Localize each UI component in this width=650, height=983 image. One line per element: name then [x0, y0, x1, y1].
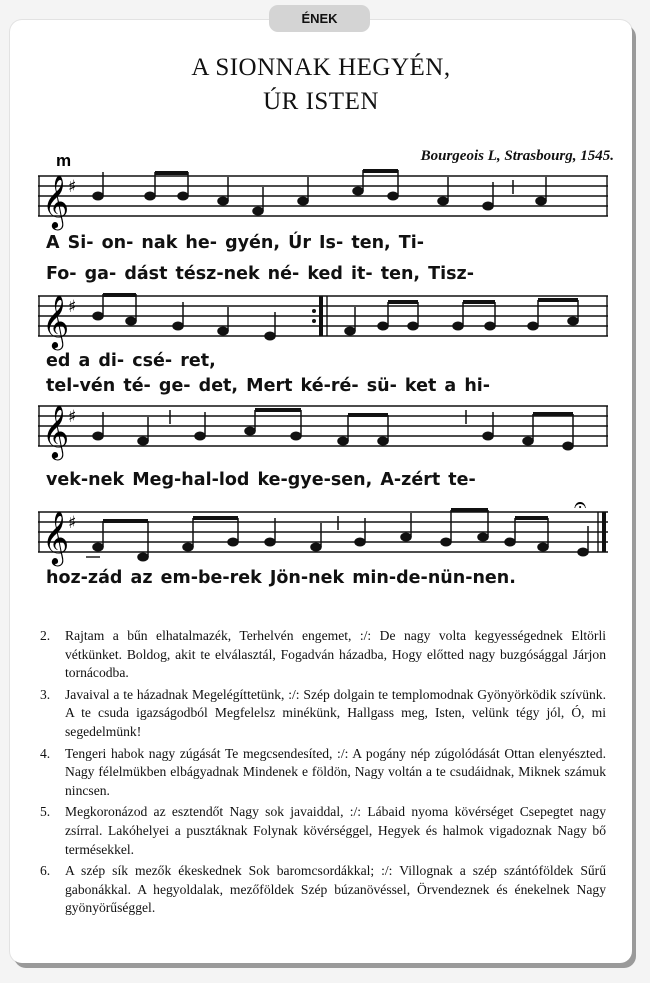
verse-item	[40, 686, 606, 742]
lyric-line-2: Fo- ga- dást tész-nek né- ked it- ten, Tisz-	[46, 264, 474, 284]
lyric-line-3: ed a di- csé- ret,	[46, 351, 216, 371]
verse-text: Javaival a te házadnak Megelégíttetünk, :/: Szép dolgain te templomodnak Gyönyörködik szívünk. A te csuda igazságodból Megfelelsz minékünk, Hallgass meg, Isten, velünk tégy jól, Ó, mi segedelmünk!	[65, 686, 606, 739]
verse-text: Tengeri habok nagy zúgását Te megcsendesíted, :/: A pogány nép zúgolódását Ottan elenyészted. Nagy félelmükben elbágyadnak Mindenek e földön, Nagy voltán a te csudáidnak, Miknek számuk nincsen.	[65, 745, 606, 798]
note-group	[93, 170, 546, 215]
verse-number: 4.	[40, 745, 51, 761]
fermata-icon: 𝄐	[574, 493, 587, 518]
treble-clef-icon: 𝄞	[42, 174, 70, 228]
note-group	[93, 294, 578, 340]
verse-item	[40, 627, 606, 683]
treble-clef-icon: 𝄞	[42, 404, 70, 458]
sharp-icon: ♯	[68, 407, 77, 427]
lyric-line-5: vek-nek Meg-hal-lod ke-gye-sen, A-zért te-	[46, 470, 476, 490]
verse-text: Megkoronázod az esztendőt Nagy sok javaiddal, :/: Lábaid nyoma kövérséget Csepegtet nagy zsírral. Lakóhelyei a pusztáknak Folynak kövérséggel, Hegyek és halmok vigadoznak Nagy bő termésekkel.	[65, 804, 606, 857]
verse-number: 6.	[40, 863, 51, 879]
verse-item	[40, 803, 606, 859]
hymn-title-line-1: A SIONNAK HEGYÉN,	[191, 54, 451, 81]
verse-list	[40, 627, 606, 921]
sharp-icon: ♯	[68, 297, 77, 317]
verse-text: A szép sík mezők ékeskednek Sok baromcsordákkal; :/: Villognak a szép szántóföldek Sűrű gabonákkal. A hegyoldalak, mezőföldek Szép búzanövéssel, Örvendeznek és énekelnek Nagy gyönyörűséggel.	[65, 863, 606, 916]
verse-number: 5.	[40, 804, 51, 820]
verse-item	[40, 745, 606, 801]
composer-credit: Bourgeois L, Strasbourg, 1545.	[420, 148, 614, 164]
treble-clef-icon: 𝄞	[42, 294, 70, 348]
verse-number: 3.	[40, 686, 51, 702]
lyric-line-6: hoz-zád az em-be-rek Jön-nek min-de-nün-nen.	[46, 568, 516, 588]
verse-item	[40, 862, 606, 918]
music-staff-3	[38, 402, 608, 458]
lyric-line-4: tel-vén té- ge- det, Mert ké-ré- sü- ket a hi-	[46, 376, 491, 396]
staff-mark: m	[56, 151, 72, 170]
sharp-icon: ♯	[68, 513, 77, 533]
treble-clef-icon: 𝄞	[42, 510, 70, 564]
verse-number: 2.	[40, 628, 51, 643]
verse-text: Rajtam a bűn elhatalmazék, Terhelvén engemet, :/: De nagy volta kegyességednek Eltörli vétkünket. Boldog, akit te elválasztál, Fogadván házadba, Hogy előtted nagy buzgósággal Járjon tornácodba.	[65, 628, 606, 681]
music-staff-4	[38, 493, 608, 564]
note-group	[93, 510, 588, 561]
hymn-title-line-2: ÚR ISTEN	[263, 88, 379, 115]
music-staff-2	[38, 292, 608, 348]
section-tab: ÉNEK	[269, 5, 370, 32]
lyric-line-1: A Si- on- nak he- gyén, Úr Is- ten, Ti-	[46, 233, 424, 253]
sharp-icon: ♯	[68, 177, 77, 197]
